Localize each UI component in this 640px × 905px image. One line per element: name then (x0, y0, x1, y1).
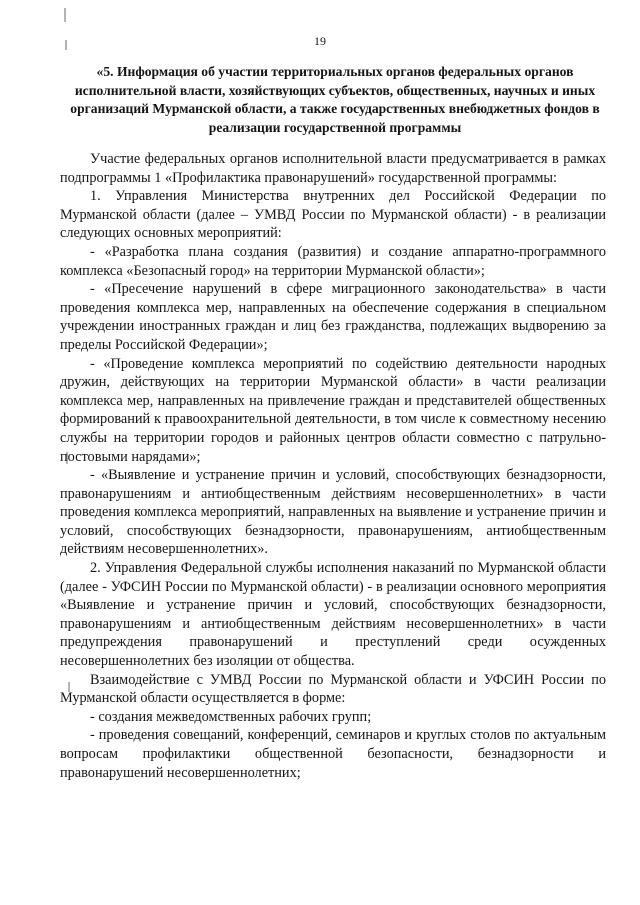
paragraph: 2. Управления Федеральной службы исполнения наказаний по Мурманской области (далее - УФСИН России по Мурманской области) - в реализации основного мероприятия «Выявление и устранение причин и условий, способствующих безнадзорности, правонарушениям и антиобщественным действиям несовершеннолетних» в части предупреждения правонарушений и преступлений среди осужденных несовершеннолетних без изоляции от общества. (60, 560, 606, 670)
list-item: - создания межведомственных рабочих групп; (90, 708, 372, 725)
list-item: - «Разработка плана создания (развития) и создание аппаратно-программного комплекса «Безопасный город» на территории Мурманской области»; (60, 243, 606, 279)
document-body (60, 150, 606, 782)
list-item: - проведения совещаний, конференций, семинаров и круглых столов по актуальным вопросам профилактики общественной безопасности, безнадзорности и правонарушений несовершеннолетних; (60, 727, 606, 781)
section-heading: «5. Информация об участии территориальных органов федеральных органов исполнительной власти, хозяйствующих субъектов, общественных, научных и иных организаций Мурманской области, а также государственных внебюджетных фондов в реализации государственной программы (70, 64, 600, 135)
list-item: - «Проведение комплекса мероприятий по содействию деятельности народных дружин, действующих на территории Мурманской области» в части реализации комплекса мер, направленных на привлечение граждан и представителей общественных формирований к правоохранительной деятельности, в том числе к совместному несению службы на территории городов и районных центров области совместно с патрульно-постовыми нарядами»; (60, 355, 606, 465)
paragraph: Взаимодействие с УМВД России по Мурманской области и УФСИН России по Мурманской области осуществляется в форме: (60, 671, 606, 707)
page-number: 19 (314, 34, 326, 48)
paragraph: 1. Управления Министерства внутренних дел Российской Федерации по Мурманской области (далее – УМВД России по Мурманской области) - в реализации следующих основных мероприятий: (60, 188, 606, 242)
paragraph: Участие федеральных органов исполнительной власти предусматривается в рамках подпрограммы 1 «Профилактика правонарушений» государственной программы: (60, 151, 606, 186)
scan-mark (64, 8, 66, 22)
list-item: - «Выявление и устранение причин и условий, способствующих безнадзорности, правонарушениям и антиобщественным действиям несовершеннолетних» в части проведения комплекса мероприятий, направленных на выявление и устранение причин и условий, способствующих безнадзорности, правонарушениям, антиобщественным действиям несовершеннолетних». (60, 467, 606, 558)
list-item: - «Пресечение нарушений в сфере миграционного законодательства» в части проведения комплекса мер, направленных на обеспечение содержания в специальном учреждении иностранных граждан и лиц без гражданства, подлежащих выдворению за пределы Российской Федерации»; (60, 281, 606, 353)
